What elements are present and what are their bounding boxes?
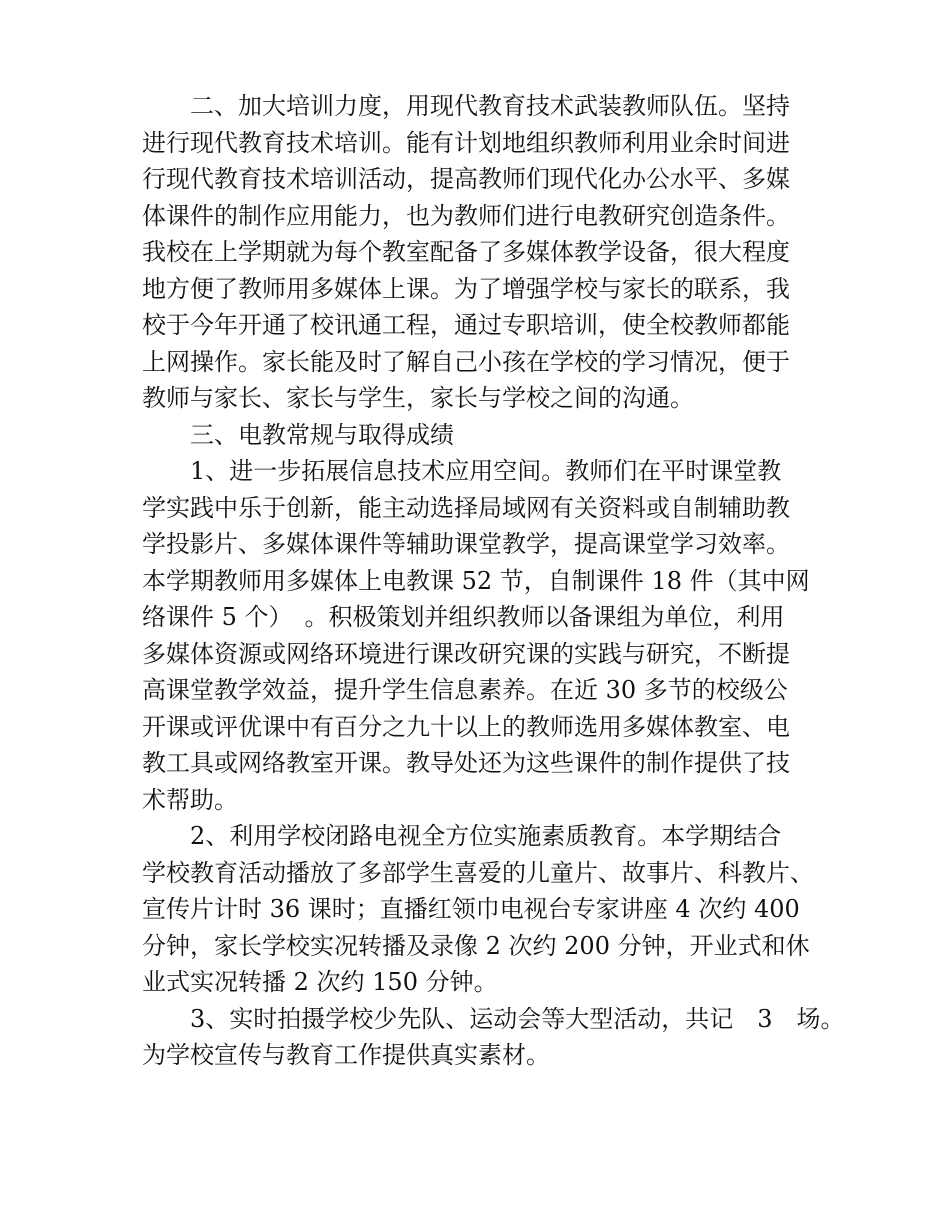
text-line: 教师与家长、家长与学生，家长与学校之间的沟通。	[142, 384, 694, 412]
text-line: 宣传片计时 36 课时；直播红领巾电视台专家讲座 4 次约 400	[142, 895, 800, 923]
text-line: 体课件的制作应用能力，也为教师们进行电教研究创造条件。	[142, 201, 790, 230]
text-line: 教工具或网络教室开课。教导处还为这些课件的制作提供了技	[142, 749, 790, 777]
text-line: 校于今年开通了校讯通工程，通过专职培训，使全校教师都能	[142, 311, 790, 339]
text-line: 上网操作。家长能及时了解自己小孩在学校的学习情况，便于	[142, 347, 790, 376]
text-line: 3、实时拍摄学校少先队、运动会等大型活动，共记 3 场。	[190, 1004, 845, 1033]
text-line: 地方便了教师用多媒体上课。为了增强学校与家长的联系，我	[142, 274, 790, 303]
text-line: 我校在上学期就为每个教室配备了多媒体教学设备，很大程度	[142, 238, 790, 266]
text-line: 多媒体资源或网络环境进行课改研究课的实践与研究，不断提	[142, 639, 790, 668]
text-line: 分钟，家长学校实况转播及录像 2 次约 200 分钟，开业式和休	[142, 931, 810, 960]
text-line: 进行现代教育技术培训。能有计划地组织教师利用业余时间进	[142, 128, 790, 157]
text-line: 业式实况转播 2 次约 150 分钟。	[142, 968, 498, 996]
text-line: 二、加大培训力度，用现代教育技术武装教师队伍。坚持	[190, 92, 790, 120]
text-line: 术帮助。	[142, 785, 238, 814]
text-line: 学实践中乐于创新，能主动选择局域网有关资料或自制辅助教	[142, 493, 790, 522]
text-line: 行现代教育技术培训活动，提高教师们现代化办公水平、多媒	[142, 165, 790, 193]
document-body	[142, 88, 845, 1074]
text-line: 三、电教常规与取得成绩	[190, 420, 454, 449]
text-line: 开课或评优课中有百分之九十以上的教师选用多媒体教室、电	[142, 712, 790, 741]
text-line: 为学校宣传与教育工作提供真实素材。	[142, 1041, 550, 1069]
text-line: 学校教育活动播放了多部学生喜爱的儿童片、故事片、科教片、	[142, 858, 814, 887]
text-line: 络课件 5 个） 。积极策划并组织教师以备课组为单位，利用	[142, 603, 785, 631]
text-line: 学投影片、多媒体课件等辅助课堂教学，提高课堂学习效率。	[142, 530, 790, 558]
text-line: 本学期教师用多媒体上电教课 52 节，自制课件 18 件（其中网	[142, 566, 810, 595]
text-line: 2、利用学校闭路电视全方位实施素质教育。本学期结合	[190, 822, 782, 850]
text-line: 1、进一步拓展信息技术应用空间。教师们在平时课堂教	[190, 457, 782, 485]
text-line: 高课堂教学效益，提升学生信息素养。在近 30 多节的校级公	[142, 676, 788, 704]
